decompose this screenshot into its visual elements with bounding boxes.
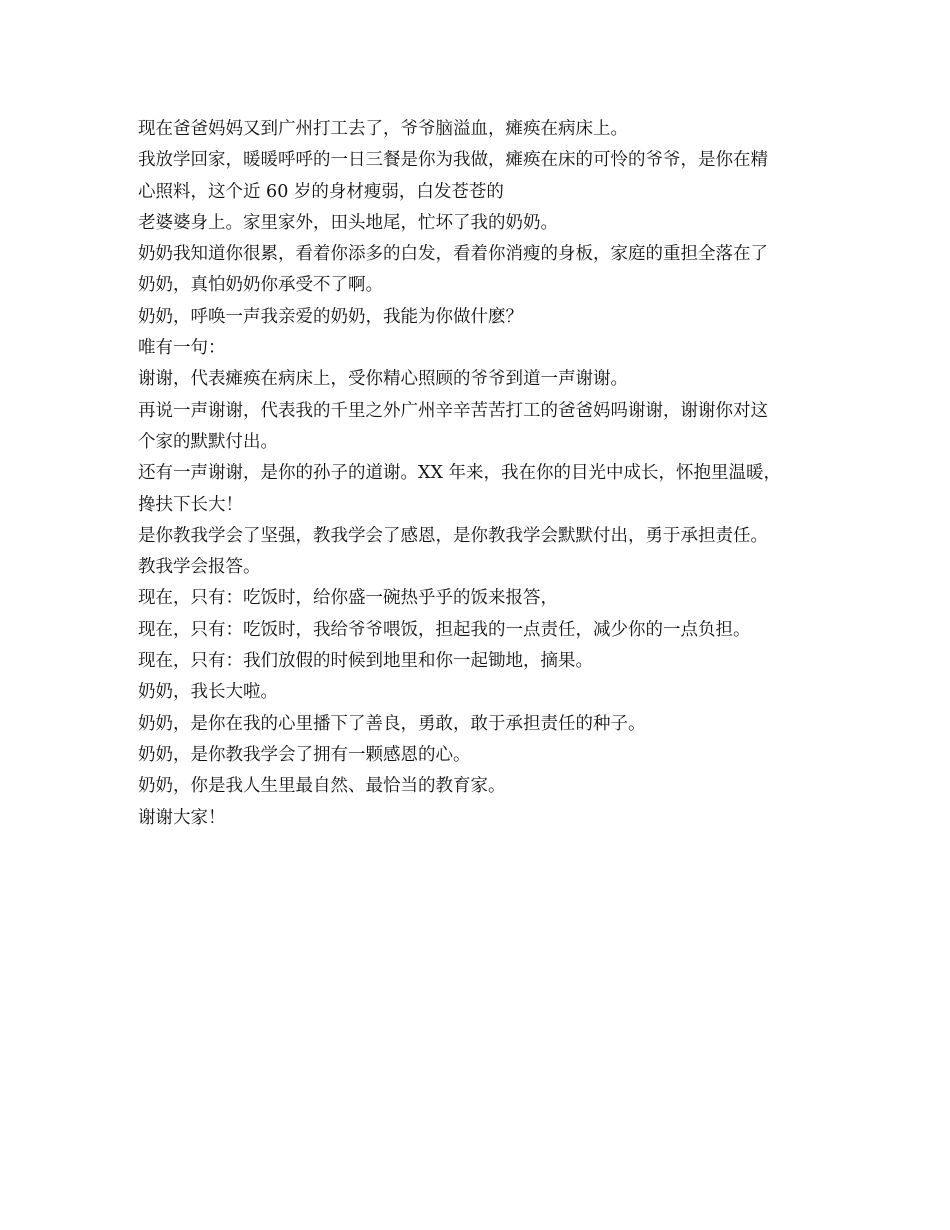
text-line: 奶奶，是你在我的心里播下了善良，勇敢，敢于承担责任的种子。: [138, 713, 646, 734]
text-line: 奶奶，我长大啦。: [138, 682, 278, 703]
text-line: 教我学会报答。: [138, 557, 261, 578]
text-line: 现在，只有：我们放假的时候到地里和你一起锄地，摘果。: [138, 651, 593, 672]
text-line: 唯有一句：: [138, 338, 226, 359]
text-line: 老婆婆身上。家里家外，田头地尾，忙坏了我的奶奶。: [138, 212, 558, 233]
text-line: 还有一声谢谢，是你的孙子的道谢。XX 年来，我在你的目光中成长，怀抱里温暖，: [138, 463, 781, 484]
text-line: 是你教我学会了坚强，教我学会了感恩，是你教我学会默默付出，勇于承担责任。: [138, 525, 768, 546]
text-line: 谢谢大家！: [138, 807, 226, 828]
text-line: 现在，只有：吃饭时，我给爷爷喂饭，担起我的一点责任，减少你的一点负担。: [138, 619, 751, 640]
text-line: 奶奶，呼唤一声我亲爱的奶奶，我能为你做什麽？: [138, 306, 523, 327]
text-line: 心照料，这个近 60 岁的身材瘦弱，白发苍苍的: [138, 181, 504, 202]
text-line: 个家的默默付出。: [138, 431, 278, 452]
text-line: 现在爸爸妈妈又到广州打工去了，爷爷脑溢血，瘫痪在病床上。: [138, 119, 628, 139]
text-line: 现在，只有：吃饭时，给你盛一碗热乎乎的饭来报答，: [138, 588, 558, 609]
text-line: 奶奶，你是我人生里最自然、最恰当的教育家。: [138, 776, 506, 797]
text-line: 搀扶下长大！: [138, 494, 243, 515]
text-line: 奶奶，真怕奶奶你承受不了啊。: [138, 275, 383, 296]
document-body: [138, 114, 828, 834]
text-line: 谢谢，代表瘫痪在病床上，受你精心照顾的爷爷到道一声谢谢。: [138, 369, 628, 390]
text-line: 奶奶我知道你很累，看着你添多的白发，看着你消瘦的身板，家庭的重担全落在了: [138, 244, 768, 265]
text-line: 再说一声谢谢，代表我的千里之外广州辛辛苦苦打工的爸爸妈吗谢谢，谢谢你对这: [138, 400, 768, 421]
text-line: 奶奶，是你教我学会了拥有一颗感恩的心。: [138, 744, 471, 765]
text-line: 我放学回家，暖暖呼呼的一日三餐是你为我做，瘫痪在床的可怜的爷爷，是你在精: [138, 150, 768, 171]
